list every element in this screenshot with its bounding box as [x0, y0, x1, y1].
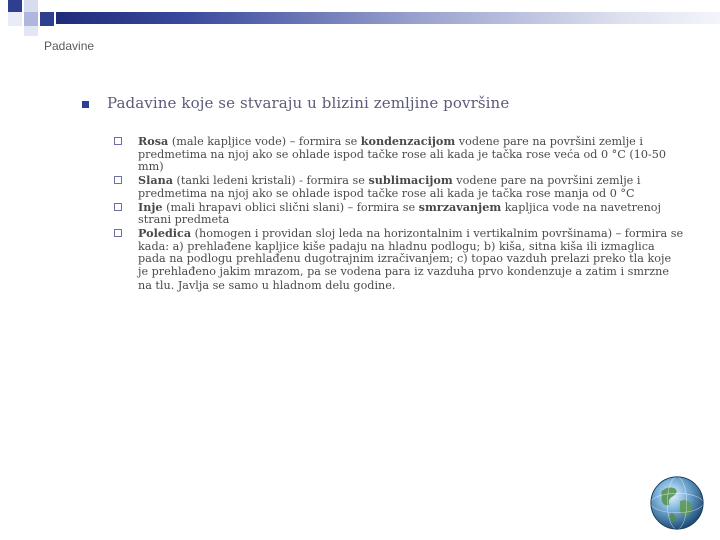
keyword: sublimacijom [368, 173, 453, 188]
hollow-square-bullet-icon [114, 137, 122, 145]
term: Inje [138, 199, 163, 214]
description: vodene pare na površini zemlje i predmetima na njoj ako se ohlade ispod tačke rose ali kada je tačka rose veća od 0 °C (10-50 mm) [138, 135, 666, 174]
hollow-square-bullet-icon [114, 176, 122, 184]
keyword: smrzavanjem [418, 199, 502, 214]
description: (male kapljice vode) – formira se [168, 135, 361, 148]
decor-square [8, 12, 22, 26]
description: (homogen i providan sloj leda na horizontalnim i vertikalnim površinama) – formira se kada: a) prehlađene kapljice kiše padaju na hladnu podlogu; b) kiša, sitna kiša ili izmaglica pada na podlogu prehlađenu dugotrajnim izračivanjem; c) topao vazduh prelazi preko tla koje je prehlađeno jakim mrazom, pa se vodena para iz vazduha prvo kondenzuje a zatim i smrzne na tlu. Javlja se samo u hladnom delu godine. [138, 226, 684, 292]
decor-square [40, 12, 54, 26]
description: (tanki ledeni kristali) - formira se [172, 174, 369, 188]
term: Poledica [138, 225, 192, 240]
decor-square [24, 26, 38, 36]
decor-square [24, 12, 38, 26]
keyword: kondenzacijom [360, 134, 456, 148]
term: Rosa [138, 134, 169, 148]
description: vodene pare na površini zemlje i predmetima na njoj ako se ohlade ispod tačke rose ali kada je tačka rose manja od 0 °C [138, 174, 641, 200]
precipitation-list [114, 135, 684, 292]
description: (mali hrapavi oblici slični slani) – formira se [162, 200, 419, 214]
title-gradient-bar [56, 12, 720, 24]
decor-square [24, 0, 38, 12]
hollow-square-bullet-icon [114, 203, 122, 211]
main-bullet-icon [82, 101, 89, 108]
list-item-slana [114, 174, 684, 200]
globe-icon [648, 474, 706, 532]
list-item-rosa [114, 135, 684, 174]
term: Slana [138, 173, 173, 188]
decor-square [8, 0, 22, 12]
section-label: Padavine [44, 39, 95, 53]
description: kapljica vode na navetrenoj strani predmeta [138, 200, 662, 227]
hollow-square-bullet-icon [114, 229, 122, 237]
slide-heading: Padavine koje se stvaraju u blizini zemljine površine [107, 94, 510, 112]
list-item-inje [114, 201, 684, 227]
list-item-poledica [114, 227, 684, 293]
